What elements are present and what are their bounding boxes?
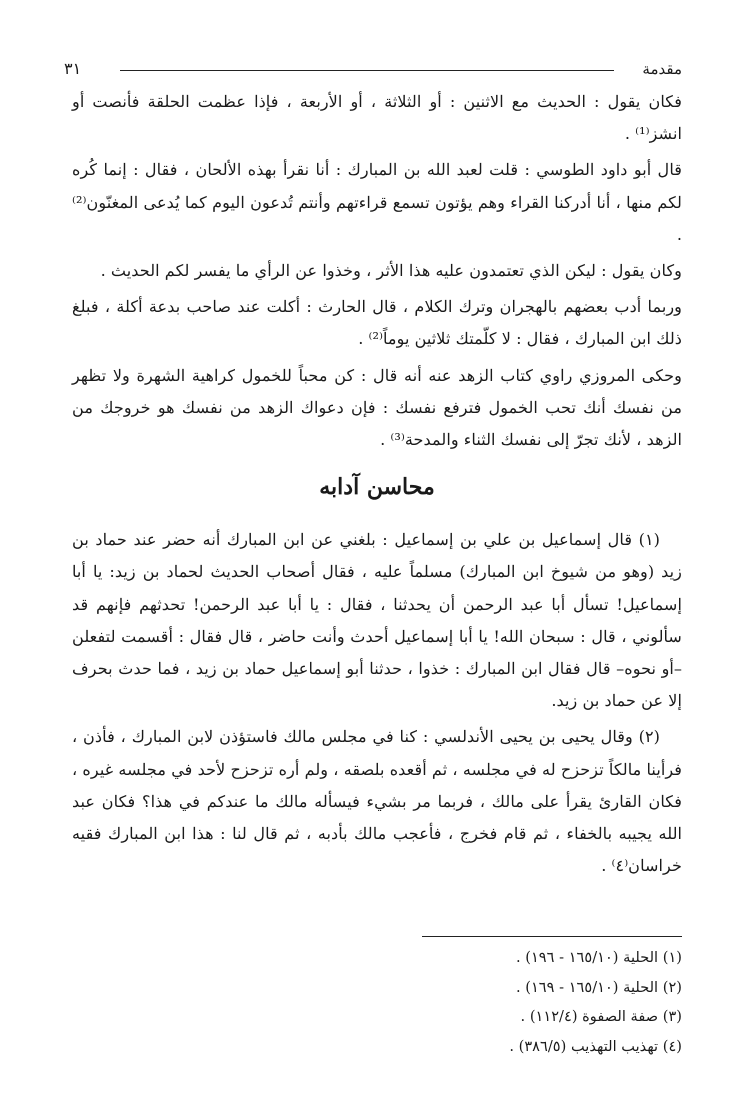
footnotes	[382, 936, 682, 1061]
paragraph: وربما أدب بعضهم بالهجران وترك الكلام ، قال الحارث : أكلت عند صاحب بدعة أكلة ، فبلغ ذلك ابن المبارك ، فقال : لا كلّمتك ثلاثين يوماً⁽²⁾ .	[72, 297, 682, 349]
footnote: (٢) الحلية (١٦٥/١٠ - ١٦٩) .	[515, 978, 682, 996]
page-number: ٣١	[64, 59, 82, 78]
section-title: محاسن آدابه	[319, 474, 435, 501]
footnote: (٤) تهذيب التهذيب (٣٨٦/٥) .	[509, 1037, 682, 1055]
main-text	[72, 86, 682, 882]
running-header	[64, 58, 682, 84]
numbered-paragraph: (١) قال إسماعيل بن علي بن إسماعيل : بلغني عن ابن المبارك أنه حضر عند حماد بن زيد (وهو من شيوخ ابن المبارك) مسلماً عليه ، فقال أصحاب الحديث لحماد بن زيد: يا أبا إسماعيل! تسأل أبا عبد الرحمن أن يحدثنا ، فقال : يا أبا عبد الرحمن! تحدثهم فإنهم قد سألوني ، قال : سبحان الله! يا أبا إسماعيل أحدث وأنت حاضر ، قال فقال : أقسمت لتفعلن –أو نحوه– قال فقال ابن المبارك : خذوا ، حدثنا أبو إسماعيل حماد بن زيد ، فما حدث بحرف إلا عن حماد بن زيد.	[72, 530, 682, 711]
paragraph: وحكى المروزي راوي كتاب الزهد عنه أنه قال : كن محباً للخمول كراهية الشهرة ولا تظهر من نفسك أنك تحب الخمول فترفع نفسك : فإن دعواك الزهد من نفسك هو خروجك من الزهد ، لأنك تجرّ إلى نفسك الثناء والمدحة⁽³⁾ .	[72, 365, 682, 450]
header-rule	[120, 70, 614, 71]
numbered-anecdotes	[72, 524, 682, 882]
paragraph: فكان يقول : الحديث مع الاثنين : أو الثلاثة ، أو الأربعة ، فإذا عظمت الحلقة فأنصت أو انشز⁽¹⁾ .	[72, 92, 682, 144]
footnote-rule	[422, 936, 682, 937]
paragraph: وكان يقول : ليكن الذي تعتمدون عليه هذا الأثر ، وخذوا عن الرأي ما يفسر لكم الحديث .	[100, 261, 682, 281]
header-title: مقدمة	[642, 60, 682, 78]
footnote: (١) الحلية (١٦٥/١٠ - ١٩٦) .	[515, 949, 682, 966]
numbered-paragraph: (٢) وقال يحيى بن يحيى الأندلسي : كنا في مجلس مالك فاستؤذن لابن المبارك ، فأذن ، فرأينا مالكاً تزحزح له في مجلسه ، ثم أقعده بلصقه ، ولم أره تزحزح لأحد في مجلسه غيره ، فكان القارئ يقرأ على مالك ، فربما مر بشيء فيسأله مالك ما عندكم في هذا؟ فكان عبد الله يجيبه بالخفاء ، ثم قام فخرج ، فأعجب مالك بأدبه ، ثم قال لنا : هذا ابن المبارك فقيه خراسان⁽٤⁾ .	[72, 727, 682, 876]
paragraph: قال أبو داود الطوسي : قلت لعبد الله بن المبارك : أنا نقرأ بهذه الألحان ، فقال : إنما كُره لكم منها ، أنا أدركنا القراء وهم يؤتون تسمع قراءتهم وأنتم تُدعون اليوم كما يُدعى المغنّون⁽²⁾ .	[72, 160, 682, 244]
footnote: (٣) صفة الصفوة (١١٢/٤) .	[520, 1008, 682, 1026]
